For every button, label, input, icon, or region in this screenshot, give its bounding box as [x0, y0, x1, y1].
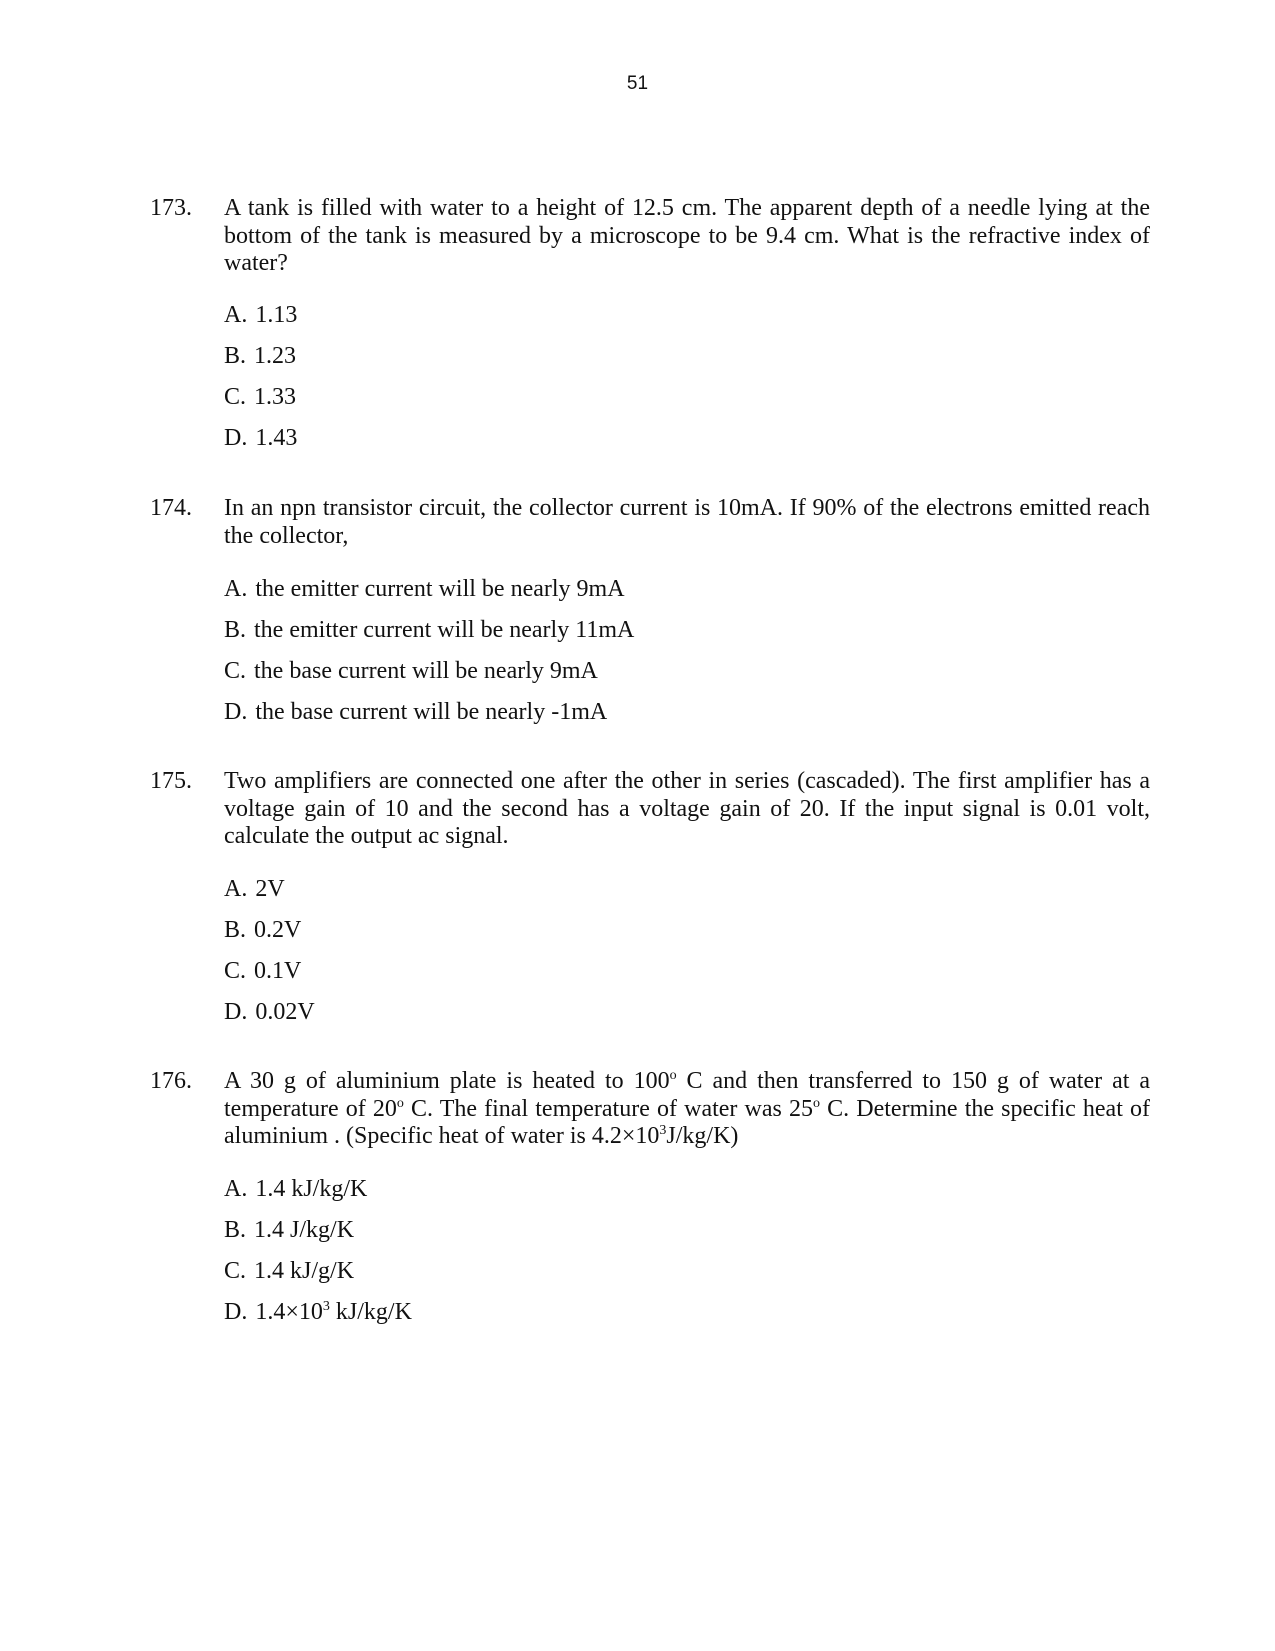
option-letter: D.	[224, 999, 248, 1025]
option-text: 1.4 J/kg/K	[254, 1217, 355, 1243]
option-b[interactable]	[224, 1217, 412, 1258]
option-text: 1.4 kJ/kg/K	[255, 1176, 368, 1202]
degree-superscript: o	[813, 1095, 820, 1111]
option-a[interactable]	[224, 1176, 412, 1217]
degree-superscript: o	[669, 1068, 677, 1083]
option-a[interactable]	[224, 876, 315, 917]
option-text: 1.43	[255, 425, 298, 451]
option-c[interactable]	[224, 384, 297, 425]
question-number: 173.	[150, 195, 192, 221]
option-c[interactable]	[224, 658, 634, 699]
question-text: In an npn transistor circuit, the collector current is 10mA. If 90% of the electrons emitted reach the collector,	[224, 495, 1150, 549]
question-number: 175.	[150, 768, 192, 794]
option-letter: D.	[224, 1299, 248, 1325]
option-text: 1.13	[255, 302, 298, 328]
option-text: 0.2V	[254, 917, 302, 943]
exponent-superscript: 3	[322, 1299, 330, 1314]
answer-options	[224, 302, 297, 466]
option-letter: A.	[224, 576, 248, 602]
option-letter: D.	[224, 699, 248, 725]
option-d[interactable]	[224, 425, 297, 466]
option-a[interactable]	[224, 576, 634, 617]
option-text: the base current will be nearly 9mA	[254, 658, 598, 684]
option-letter: A.	[224, 302, 248, 328]
option-d[interactable]	[224, 699, 634, 740]
option-d[interactable]	[224, 1299, 412, 1340]
option-text: the emitter current will be nearly 9mA	[255, 576, 625, 602]
option-text: 0.1V	[254, 958, 302, 984]
answer-options	[224, 876, 315, 1040]
option-letter: B.	[224, 617, 247, 643]
option-a[interactable]	[224, 302, 297, 343]
degree-superscript: o	[396, 1095, 404, 1111]
option-text: 1.33	[254, 384, 297, 410]
exponent-superscript: 3	[659, 1123, 667, 1138]
option-letter: A.	[224, 876, 248, 902]
option-letter: B.	[224, 343, 247, 369]
option-text: the base current will be nearly -1mA	[255, 699, 608, 725]
option-c[interactable]	[224, 958, 315, 999]
option-letter: C.	[224, 1258, 247, 1284]
question-text: Two amplifiers are connected one after the other in series (cascaded). The first amplifier has a voltage gain of 10 and the second has a voltage gain of 20. If the input signal is 0.01 volt, calculate the output ac signal.	[224, 768, 1150, 849]
option-letter: B.	[224, 1217, 247, 1243]
option-text: the emitter current will be nearly 11mA	[254, 617, 635, 643]
option-d[interactable]	[224, 999, 315, 1040]
page-number: 51	[626, 73, 649, 94]
option-letter: A.	[224, 1176, 248, 1202]
option-letter: C.	[224, 658, 247, 684]
answer-options	[224, 576, 634, 740]
question-text: A 30 g of aluminium plate is heated to 100$^o$ C and then transferred to 150 g of water at a temperature of 20$^o$ C. The final temperature of water was 25$^o$ C. Determine the specific heat of aluminium . (Specific heat of water is $4.2\times 10^3J/kg/K$)	[224, 1068, 1151, 1149]
option-letter: C.	[224, 958, 247, 984]
option-letter: C.	[224, 384, 247, 410]
option-b[interactable]	[224, 343, 297, 384]
option-text: 1.23	[254, 343, 297, 369]
option-b[interactable]	[224, 917, 315, 958]
question-text: A tank is filled with water to a height of 12.5 cm. The apparent depth of a needle lying at the bottom of the tank is measured by a microscope to be 9.4 cm. What is the refractive index of water?	[224, 195, 1150, 276]
option-c[interactable]	[224, 1258, 412, 1299]
question-number: 176.	[150, 1068, 192, 1094]
option-text: $1.4\times 10^3$ kJ/kg/K	[255, 1299, 412, 1325]
option-letter: B.	[224, 917, 247, 943]
question-number: 174.	[150, 495, 192, 521]
option-letter: D.	[224, 425, 248, 451]
option-b[interactable]	[224, 617, 634, 658]
option-text: 1.4 kJ/g/K	[254, 1258, 355, 1284]
option-text: 0.02V	[255, 999, 315, 1025]
answer-options	[224, 1176, 412, 1340]
option-text: 2V	[255, 876, 285, 902]
